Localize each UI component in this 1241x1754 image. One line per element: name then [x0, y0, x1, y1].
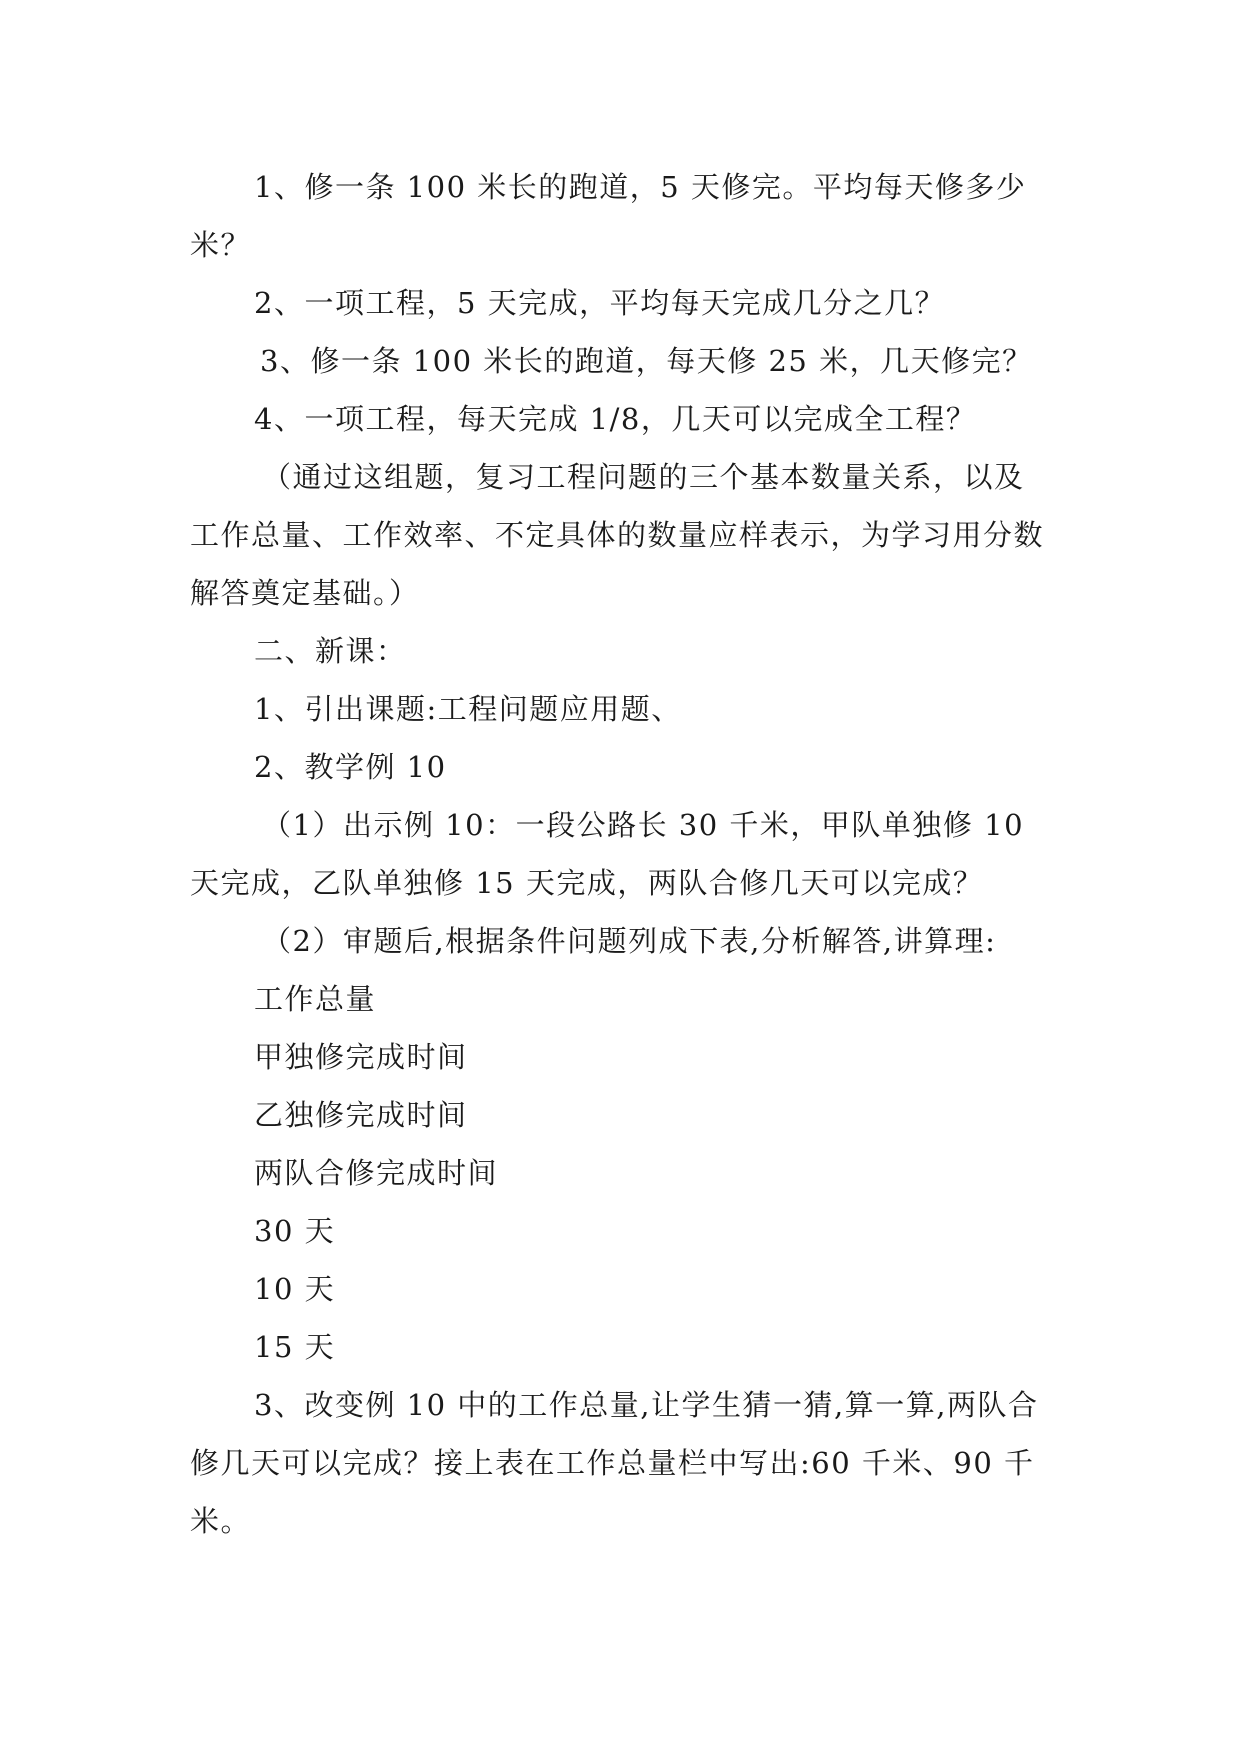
question-3: 3、修一条 100 米长的跑道，每天修 25 米，几天修完？ — [260, 344, 1033, 378]
question-1: 1、修一条 100 米长的跑道，5 天修完。平均每天修多少米？ — [190, 170, 1027, 262]
review-note: （通过这组题，复习工程问题的三个基本数量关系，以及工作总量、工作效率、不定具体的数量应样表示，为学习用分数解答奠定基础。） — [190, 460, 1045, 610]
table-value-10-days: 10 天 — [254, 1272, 336, 1306]
table-label-combined-time: 两队合修完成时间 — [254, 1156, 499, 1190]
document-body — [190, 158, 1050, 1550]
table-value-15-days: 15 天 — [254, 1330, 336, 1364]
question-2: 2、一项工程，5 天完成，平均每天完成几分之几？ — [254, 286, 946, 320]
question-4: 4、一项工程，每天完成 1/8，几天可以完成全工程？ — [254, 402, 977, 436]
lesson-step-3: 3、改变例 10 中的工作总量,让学生猜一猜,算一算,两队合修几天可以完成？接上表在工作总量栏中写出:60 千米、90 千米。 — [190, 1388, 1039, 1538]
table-value-30-days: 30 天 — [254, 1214, 336, 1248]
table-label-team-b-time: 乙独修完成时间 — [254, 1098, 468, 1132]
example-10-analysis: （2）审题后,根据条件问题列成下表,分析解答,讲算理: — [262, 924, 997, 958]
table-label-total-work: 工作总量 — [254, 982, 377, 1016]
table-label-team-a-time: 甲独修完成时间 — [254, 1040, 468, 1074]
section-heading-new-lesson: 二、新课： — [254, 634, 407, 668]
lesson-step-2: 2、教学例 10 — [254, 750, 447, 784]
example-10-problem: （1）出示例 10：一段公路长 30 千米，甲队单独修 10 天完成，乙队单独修 15 天完成，两队合修几天可以完成？ — [190, 808, 1025, 900]
lesson-step-1: 1、引出课题:工程问题应用题、 — [254, 692, 682, 726]
